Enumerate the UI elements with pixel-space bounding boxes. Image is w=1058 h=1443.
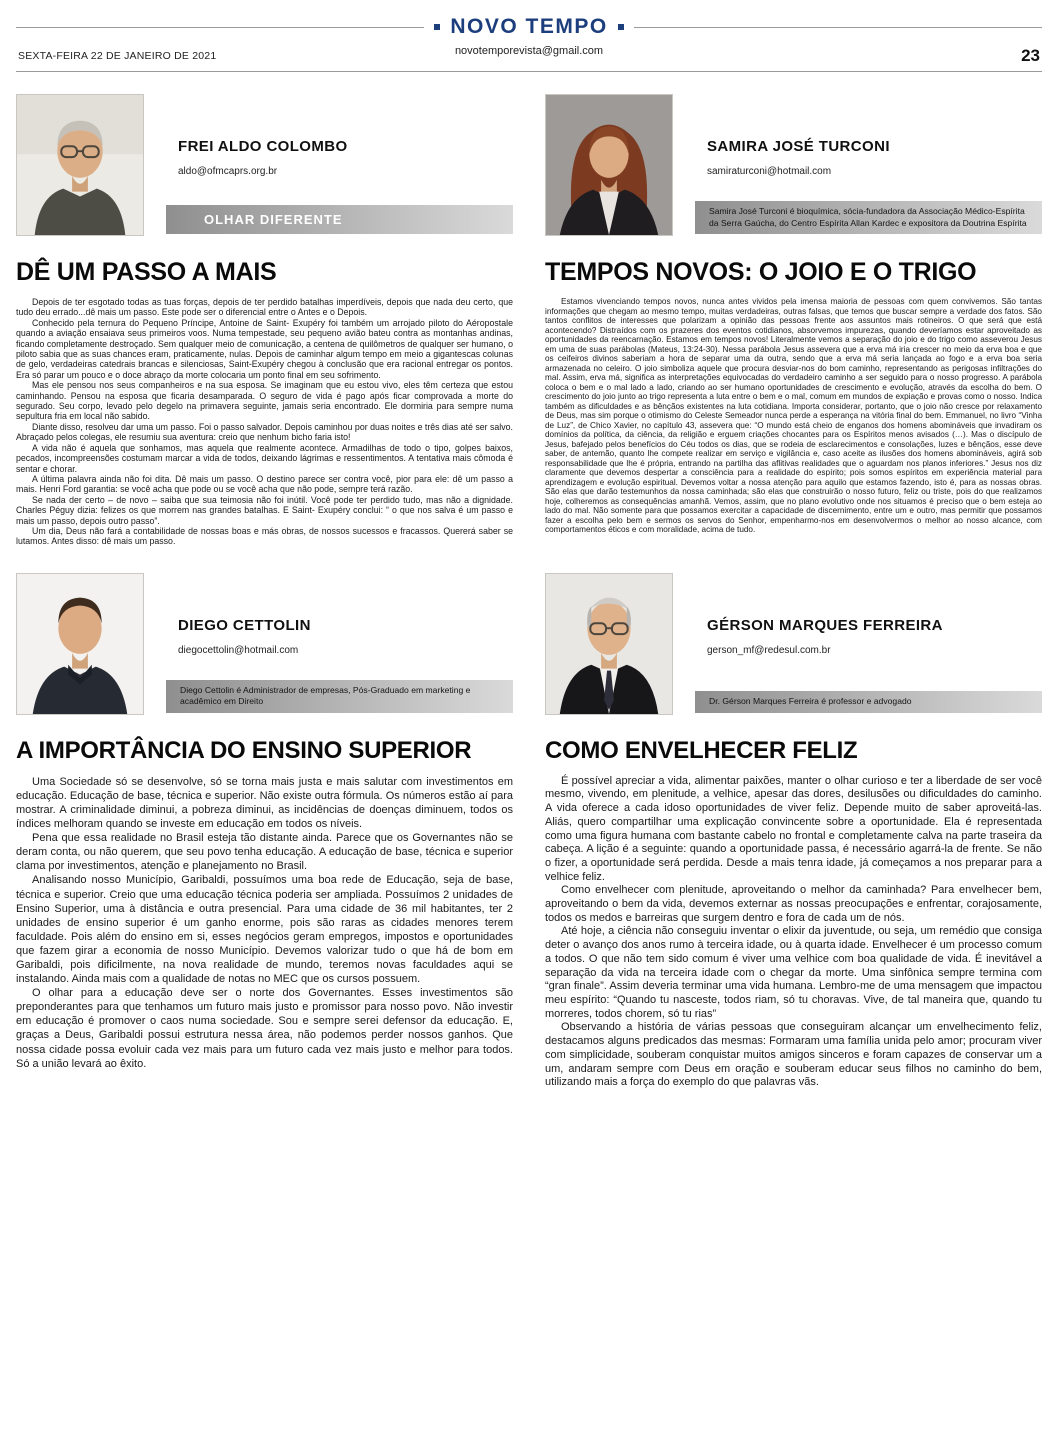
author-photo [545, 94, 673, 236]
author-block [16, 94, 513, 238]
bullet-icon [434, 24, 440, 30]
column-banner: OLHAR DIFERENTE [166, 205, 513, 234]
author-name: GÉRSON MARQUES FERREIRA [707, 616, 943, 634]
paragraph: Estamos vivenciando tempos novos, nunca antes vividos pela imensa maioria de pessoas com quem convivemos. São tantas informações que chegam ao mesmo tempo, muitas verdadeiras, outras falsas, que temos que buscar sempre a verdade dos fatos. São tantos conflitos de interesses que polarizam a opinião das pessoas frente aos assuntos mais rotineiros. O que será que está acontecendo? Distraídos com os prazeres dos eventos cotidianos, absorvemos impurezas, quando deveríamos estar aproveitado as oportunidades da reencarnação. Estamos em tempos novos! Literalmente vemos a separação do joio e do trigo como asseverou Jesus em uma de suas parábolas (Mateus, 13:24-30). Nessa parábola Jesus assevera que a erva má iria crescer no meio da erva boa e que os ceifeiros divinos saberiam a hora de separar uma da outra, sendo que a erva má seria lançada ao fogo e a erva boa seria armazenada no celeiro. O joio simboliza aquele que procura desviar-nos do bom caminho, representando as perigosas infiltrações do mal. Assim, erva má, significa as interpretações equivocadas do verdadeiro caminho a ser seguido para o nosso progresso. A parábola coloca o bem e o mal lado a lado, criando ao ser humano oportunidades de crescimento e evolução, através da escolha do bem. O crescimento do joio junto ao trigo representa a luta entre o bem e o mal, comum em mundos de expiação e provas como o nosso. Indica também as dificuldades e as bênçãos existentes na luta cotidiana. Importa considerar, portanto, que o joio não cresce por relaxamento de Deus, mas sim porque o otimismo do Celeste Semeador nunca perde a esperança na vitória final do bem. Emmanuel, no livro “Vinha de Luz”, de Chico Xavier, no capítulo 43, assevera que: “O mundo está cheio de enganos dos homens abomináveis que invadiram os domínios da política, da ciência, da religião e erguem criações chocantes para os Espíritos menos avisados (…). Mas o discípulo de Jesus, bafejado pelos benefícios do Céu todos os dias, que se rodeia de esclarecimentos e consolações, luzes e bênçãos, esse deve saber, de antemão, quanto lhe compete realizar em serviço e vigilância e, caso aceite as ilusões dos homens abomináveis, agirá sob responsabilidade que lhe é própria, entrando na partilha das aflitivas realidades que o aguardam nos planos inferiores.” Jesus nos diz claramente que devemos despertar a consciência para a realidade do espírito; pois somos espíritos em experiência material para aprendizagem e evolução espiritual. Devemos voltar a nossa atenção para aquilo que estamos fazendo, isto é, para as nossas obras. São elas que darão testemunhos da nossa caminhada; são elas que construirão o nosso futuro, feliz ou triste, pois do que realizamos hoje, colheremos as consequências amanhã. Vemos, assim, que no plano evolutivo onde nos situamos é preciso que o bem esteja ao lado do mal. Não somente para que possamos exercitar a capacidade de discernimento, entre um e outro, mas permitir que possamos fazer a escolha pelo bem e sermos os servos do Senhor, empenharmo-nos em desenvolvermos o melhor ao nosso alcance, com comportamentos éticos e com moralidade, acima de tudo. [545, 297, 1042, 534]
masthead-row [16, 12, 1042, 42]
author-meta [673, 94, 1042, 238]
author-block [16, 573, 513, 717]
author-name: FREI ALDO COLOMBO [178, 138, 348, 155]
rule-left [16, 27, 424, 28]
paragraph: Um dia, Deus não fará a contabilidade de nossas boas e más obras, de nossos sucessos e fracassos. Quererá saber se lutamos. Antes disso: dê mais um passo. [16, 525, 513, 547]
paragraph: Mas ele pensou nos seus companheiros e na sua esposa. Se imaginam que eu estou vivo, eles têm certeza que estou caminhando. Pensou na esposa que ficaria desamparada. O seguro de vida é pago após ficar comprovada a morte do segurado. Seu corpo, levado pelo degelo na primavera seguinte, jamais seria encontrado. Ele dormiria para sempre numa sepultura fria em local não sabido. [16, 380, 513, 422]
rule-right [634, 27, 1042, 28]
bullet-icon [618, 24, 624, 30]
author-bio-banner: Samira José Turconi é bioquímica, sócia-fundadora da Associação Médico-Espírita da Serra Gaúcha, do Centro Espírita Allan Kardec e expositora da Doutrina Espírita [695, 201, 1042, 234]
paragraph: É possível apreciar a vida, alimentar paixões, manter o olhar curioso e ter a liberdade de ser você mesmo, vivendo, em plenitude, a velhice, apesar das dores, desilusões ou dificuldades do caminho. A vida oferece a cada idoso oportunidades de viver feliz. Depende muito de saber aproveitá-las. Aliás, quero compartilhar uma explicação convincente sobre a oportunidade. Ela é representada como uma figura humana com bastante cabelo no frontal e completamente calva na parte traseira da cabeça. A lição é a seguinte: quando a oportunidade passa, é necessário agarrá-la de frente. Se não o fizer, a oportunidade será perdida. Desde a mais tenra idade, já começamos a nos preparar para a velhice feliz. [545, 774, 1042, 883]
article-headline: DÊ UM PASSO A MAIS [16, 258, 277, 286]
paragraph: Como envelhecer com plenitude, aproveitando o melhor da caminhada? Para envelhecer bem, aproveitando o bem da vida, devemos externar as nossas preocupações e enfrentar, corajosamente, todos os medos e barreiras que surgem dentro e fora de cada um de nós. [545, 884, 1042, 924]
author-name: DIEGO CETTOLIN [178, 616, 311, 634]
page-header [16, 12, 1042, 72]
paragraph: Depois de ter esgotado todas as tuas forças, depois de ter perdido batalhas imperdíveis, depois que nada deu certo, que tudo deu errado...dê mais um passo. Este pode ser o diferencial entre o Antes e o Depois. [16, 297, 513, 318]
masthead-title: NOVO TEMPO [450, 15, 608, 38]
article-body [16, 297, 513, 547]
author-email: diegocettolin@hotmail.com [178, 644, 299, 656]
page-number: 23 [1021, 46, 1040, 65]
portrait-gerson-marques-ferreira-icon [546, 574, 672, 714]
article-headline: A IMPORTÂNCIA DO ENSINO SUPERIOR [16, 736, 472, 764]
header-meta-row [16, 42, 1042, 72]
paragraph: Conhecido pela ternura do Pequeno Príncipe, Antoine de Saint- Exupéry foi também um arrojado piloto do Aéropostale quando a aviação ensaiava seus primeiros voos. Numa tempestade, seu pequeno avião bateu contra as montanhas andinas, ficando completamente destroçado. Sem qualquer meio de comunicação, a centena de quilômetros de qualquer ser humano, o piloto sabia que as suas chances eram, praticamente, nulas. Depois de caminhar algum tempo em meio a gigantescas colunas de gelo, verdadeiras catedrais brancas e silenciosas, Saint-Exupéry chegou à conclusão que era racional entregar os pontos. Era só parar um pouco e o doce abraço da morte colocaria um ponto final em seu sofrimento. [16, 317, 513, 380]
author-bio-banner: Dr. Gérson Marques Ferreira é professor e advogado [695, 691, 1042, 713]
paragraph: Se nada der certo – de novo – saiba que sua teimosia não foi inútil. Você pode ter perdido tudo, mas não a dignidade. Charles Péguy dizia: felizes os que morrem nas grandes batalhas. E Saint- Exupéry conclui: “ o que nos salva é um passo e mais um passo, depois outro passo”. [16, 494, 513, 526]
author-bio-banner: Diego Cettolin é Administrador de empresas, Pós-Graduado em marketing e acadêmico em Direito [166, 680, 513, 713]
author-meta [144, 573, 513, 717]
author-email: aldo@ofmcaprs.org.br [178, 166, 278, 177]
paragraph: A última palavra ainda não foi dita. Dê mais um passo. O destino parece ser contra você, pior para ele: dê um passo a mais. Henri Ford garantia: se você acha que pode ou se você acha que não pode, sempre terá razão. [16, 473, 513, 495]
article-body [545, 297, 1042, 535]
contact-email: novotemporevista@gmail.com [454, 45, 604, 57]
paragraph: Observando a história de várias pessoas que conseguiram alcançar um envelhecimento feliz, destacamos alguns predicados das mesmas: Formaram uma família unida pelo amor; procuram viver com simplicidade, souberam conquistar muitos amigos sinceros e foram capazes de conservar um a um, andaram sempre com Deus em oração e souberam educar seus filhos no caminho do bem, utilizando mais a força do exemplo do que palavras vãs. [545, 1021, 1042, 1089]
author-photo [16, 573, 144, 715]
portrait-samira-jose-turconi-icon [546, 95, 672, 235]
articles-grid [16, 94, 1042, 1090]
author-photo [545, 573, 673, 715]
article-body [16, 775, 513, 1071]
article-a-importancia-do-ensino-superior [16, 573, 513, 1090]
author-email: gerson_mf@redesul.com.br [707, 644, 831, 656]
article-tempos-novos-o-joio-e-o-trigo [545, 94, 1042, 547]
paragraph: Até hoje, a ciência não conseguiu inventar o elixir da juventude, ou seja, um remédio que consiga deter o avanço dos anos rumo à terceira idade, ou à quarta idade. Envelhecer é um processo comum a todos. O que não tem sido comum é viver uma velhice com boa qualidade de vida. É inevitável a separação da vida na terceira idade com o chegar da morte. Uma sinfônica sempre termina com “gran finale”. Assim deveria terminar uma vida humana. Lembro-me de uma mensagem que impactou meu espírito: “Quando tu nasceste, todos riam, só tu choravas. Vive, de tal maneira que, quando tu morreres, todos chorem, só tu rias” [545, 925, 1042, 1020]
article-como-envelhecer-feliz [545, 573, 1042, 1090]
article-headline: TEMPOS NOVOS: O JOIO E O TRIGO [545, 258, 977, 286]
paragraph: Uma Sociedade só se desenvolve, só se torna mais justa e mais salutar com investimentos em educação. Educação de base, técnica e superior. Não existe outra fórmula. Os números estão aí para mostrar. A criminalidade diminui, a pobreza diminui, as incidências de doenças diminuem, todos os índices melhoram quando se investe em educação em todos os níveis. [16, 775, 513, 831]
author-photo [16, 94, 144, 236]
paragraph: A vida não é aquela que sonhamos, mas aquela que realmente acontece. Armadilhas de todo o tipo, golpes baixos, pecados, incompreensões costumam marcar a vida de todos, deixando lágrimas e ressentimentos. A tentativa mais cômoda é sentar e chorar. [16, 442, 513, 474]
portrait-frei-aldo-colombo-icon [17, 95, 143, 235]
author-block [545, 573, 1042, 717]
article-headline: COMO ENVELHECER FELIZ [545, 736, 858, 764]
paragraph: Diante disso, resolveu dar uma um passo. Foi o passo salvador. Depois caminhou por duas noites e três dias até ser salvo. Abraçado pelos colegas, ele resumiu sua aventura: creio que nenhum bicho faria isto! [16, 421, 513, 443]
author-email: samiraturconi@hotmail.com [707, 166, 832, 177]
portrait-diego-cettolin-icon [17, 574, 143, 714]
paragraph: Analisando nosso Município, Garibaldi, possuímos uma boa rede de Educação, seja de base, técnica e superior. Creio que uma educação técnica poderia ser ampliada. Possuímos 2 unidades de Ensino Superior, uma à distância e outra presencial. Para uma cidade de 36 mil habitantes, ter 2 unidades de ensino superior é um ganho enorme, pois são raras as cidades menores terem faculdade. Pois além do ensino em si, esses negócios geram empregos, impostos e oportunidades que fazem girar a economia de nosso Município. Devemos valorizar tudo o que há de bom em Garibaldi, pois dificilmente, na nova realidade de mundo, teremos novas faculdades aqui se instalando. Ainda mais com a qualidade de notas no MEC que os cursos possuem. [16, 874, 513, 986]
author-meta [144, 94, 513, 238]
author-meta [673, 573, 1042, 717]
author-name: SAMIRA JOSÉ TURCONI [707, 138, 890, 155]
author-block [545, 94, 1042, 238]
article-de-um-passo-a-mais [16, 94, 513, 547]
article-body [545, 775, 1042, 1090]
issue-date: SEXTA-FEIRA 22 DE JANEIRO DE 2021 [18, 50, 217, 62]
paragraph: O olhar para a educação deve ser o norte dos Governantes. Esses investimentos são preponderantes para que tenhamos um futuro mais justo e promissor para nosso povo. Não investir em educação é promover o caos numa sociedade. Sou e sempre serei defensor da educação. E, graças a Deus, Garibaldi possui estrutura nessa área, não podemos perder nossos ganhos. Que nossa cidade possa evoluir cada vez mais para um futuro cada vez mais justo e melhor para todos. Só a união levará ao êxito. [16, 987, 513, 1070]
paragraph: Pena que essa realidade no Brasil esteja tão distante ainda. Parece que os Governantes não se deram conta, ou não querem, que seu povo tenha educação. A educação de base, técnica e superior clama por investimentos, atenção e planejamento no Brasil. [16, 832, 513, 873]
